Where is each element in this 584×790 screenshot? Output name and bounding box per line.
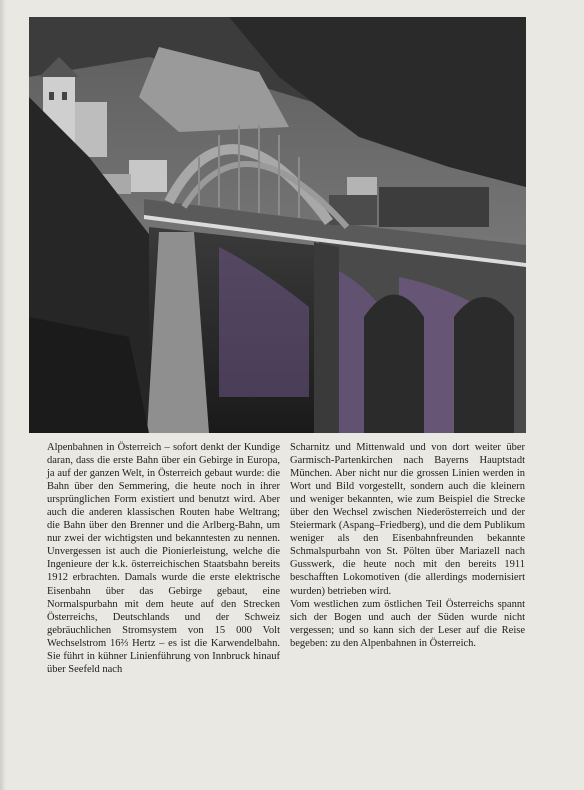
closing-paragraph: Vom westlichen zum östlichen Teil Österreichs spannt sich der Bogen und auch der Süden wurde nicht vergessen; und so kann sich der Leser auf die Reise begeben: zu den Alpenbahnen in Österreich.: [290, 598, 525, 649]
bridge-pier: [314, 242, 339, 433]
text-column-left: [47, 441, 280, 676]
freight-wagon: [379, 187, 489, 227]
body-paragraph: Scharnitz und Mittenwald und von dort weiter über Garmisch-Partenkirchen nach Bayerns Hauptstadt München. Aber nicht nur die grossen Linien werden in Wort und Bild vorgestellt, sondern auch die kleinern und weniger bekannten, wie zum Beispiel die Strecke über den Wechsel zwischen Niederösterreich und der Steiermark (Aspang–Friedberg), und die dem Publikum weniger als den Eisenbahnfreunden bekannte Schmalspurbahn von St. Pölten über Mariazell nach Gusswerk, die heute noch mit den bereits 1911 beschafften Lokomotiven (die allerdings modernisiert wurden) betrieben wird.: [290, 442, 525, 597]
viaduct-arch: [454, 297, 514, 433]
village-house: [129, 160, 167, 192]
freight-wagon: [329, 195, 377, 225]
viaduct-arch: [364, 295, 424, 434]
intro-paragraph: Alpenbahnen in Österreich – sofort denkt der Kundige daran, dass die erste Bahn über ein Gebirge in Europa, ja auf der ganzen Welt, in Österreich gebaut wurde: die Bahn über den Semmering, die heute noch in ihrer ursprünglichen Form existiert und benutzt wird. Aber auch die anderen klassischen Routen habe Weltrang; die Bahn über den Brenner und die Arlberg-Bahn, um nur zwei der wichtigsten und bekanntesten zu nennen. Unvergessen ist auch die Pionierleistung, welche die Ingenieure der k.k. österreichischen Staatsbahn bereits 1912 erbrachten. Damals wurde die erste elektrische Eisenbahn über das Gebirge gebaut, eine Normalspurbahn mit dem heute auf den Strecken Österreichs, Deutschlands und der Schweiz gebräuchlichen Stromsystem von 15 000 Volt Wechselstrom 16⅔ Hertz – es ist die Karwendelbahn. Sie führt in kühner Linienführung von Innbruck hinauf über Seefeld nach: [47, 442, 280, 675]
page-edge: [0, 0, 6, 790]
bridge-photo-drawing: [29, 17, 526, 433]
text-column-right: [290, 441, 525, 650]
bridge-photo: [29, 17, 526, 433]
